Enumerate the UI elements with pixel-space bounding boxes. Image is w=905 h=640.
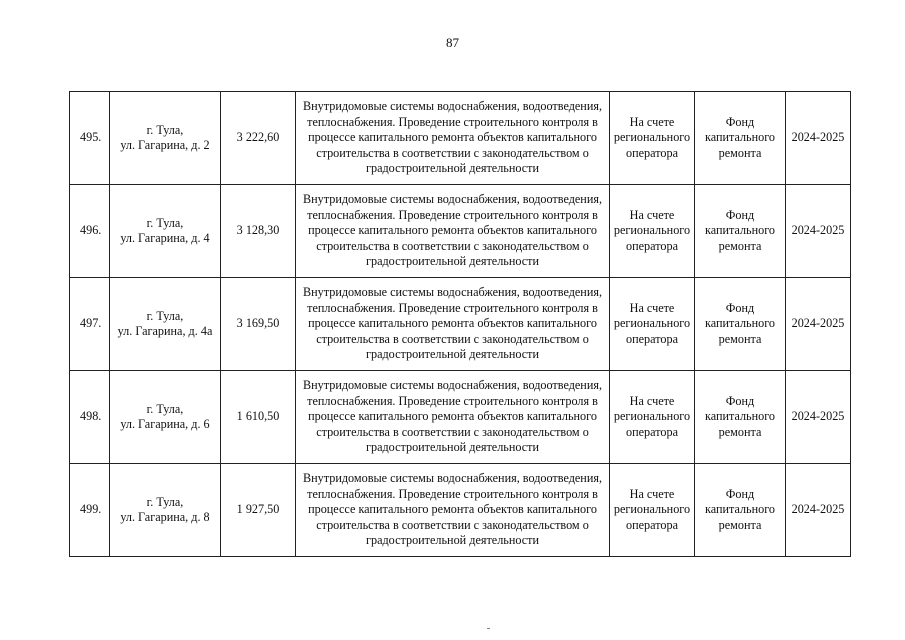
work-description-cell: Внутридомовые системы водоснабжения, водоотведения, теплоснабжения. Проведение строительного контроля в процессе капитального ремонта объектов капитального строительства в соответствии с законодательством о градостроительной деятельности [296, 371, 610, 464]
page-number: 87 [446, 35, 459, 50]
area-cell: 1 610,50 [221, 371, 296, 464]
work-description-cell: Внутридомовые системы водоснабжения, водоотведения, теплоснабжения. Проведение строительного контроля в процессе капитального ремонта объектов капитального строительства в соответствии с законодательством о градостроительной деятельности [296, 464, 610, 557]
address-cell [110, 464, 221, 557]
period-cell: 2024-2025 [786, 92, 851, 185]
area-cell: 3 169,50 [221, 278, 296, 371]
fund-cell: Фонд капитального ремонта [695, 92, 786, 185]
row-number: 498. [70, 371, 110, 464]
address-cell [110, 185, 221, 278]
work-description-cell: Внутридомовые системы водоснабжения, водоотведения, теплоснабжения. Проведение строительного контроля в процессе капитального ремонта объектов капитального строительства в соответствии с законодательством о градостроительной деятельности [296, 185, 610, 278]
row-number: 499. [70, 464, 110, 557]
address-city: г. Тула, [146, 215, 184, 230]
scan-artifact [487, 628, 490, 629]
period-cell: 2024-2025 [786, 278, 851, 371]
fund-cell: Фонд капитального ремонта [695, 371, 786, 464]
address-city: г. Тула, [146, 494, 184, 509]
address-city: г. Тула, [146, 308, 184, 323]
work-description-cell: Внутридомовые системы водоснабжения, водоотведения, теплоснабжения. Проведение строительного контроля в процессе капитального ремонта объектов капитального строительства в соответствии с законодательством о градостроительной деятельности [296, 278, 610, 371]
table-row [70, 92, 851, 185]
area-cell: 1 927,50 [221, 464, 296, 557]
address-city: г. Тула, [146, 122, 184, 137]
account-cell: На счете регионального оператора [610, 185, 695, 278]
address-city: г. Тула, [146, 401, 184, 416]
address-street: ул. Гагарина, д. 2 [120, 138, 210, 152]
address-street: ул. Гагарина, д. 6 [120, 417, 210, 431]
row-number: 495. [70, 92, 110, 185]
account-cell: На счете регионального оператора [610, 464, 695, 557]
table-row [70, 278, 851, 371]
account-cell: На счете регионального оператора [610, 371, 695, 464]
row-number: 496. [70, 185, 110, 278]
row-number: 497. [70, 278, 110, 371]
work-description-cell: Внутридомовые системы водоснабжения, водоотведения, теплоснабжения. Проведение строительного контроля в процессе капитального ремонта объектов капитального строительства в соответствии с законодательством о градостроительной деятельности [296, 92, 610, 185]
period-cell: 2024-2025 [786, 185, 851, 278]
fund-cell: Фонд капитального ремонта [695, 278, 786, 371]
account-cell: На счете регионального оператора [610, 278, 695, 371]
address-cell [110, 92, 221, 185]
address-street: ул. Гагарина, д. 8 [120, 510, 210, 524]
fund-cell: Фонд капитального ремонта [695, 464, 786, 557]
fund-cell: Фонд капитального ремонта [695, 185, 786, 278]
address-street: ул. Гагарина, д. 4 [120, 231, 210, 245]
address-cell [110, 371, 221, 464]
address-street: ул. Гагарина, д. 4а [117, 324, 213, 338]
repair-schedule-table [69, 91, 851, 557]
period-cell: 2024-2025 [786, 464, 851, 557]
area-cell: 3 128,30 [221, 185, 296, 278]
area-cell: 3 222,60 [221, 92, 296, 185]
table-row [70, 185, 851, 278]
address-cell [110, 278, 221, 371]
table-row [70, 464, 851, 557]
period-cell: 2024-2025 [786, 371, 851, 464]
table-row [70, 371, 851, 464]
account-cell: На счете регионального оператора [610, 92, 695, 185]
